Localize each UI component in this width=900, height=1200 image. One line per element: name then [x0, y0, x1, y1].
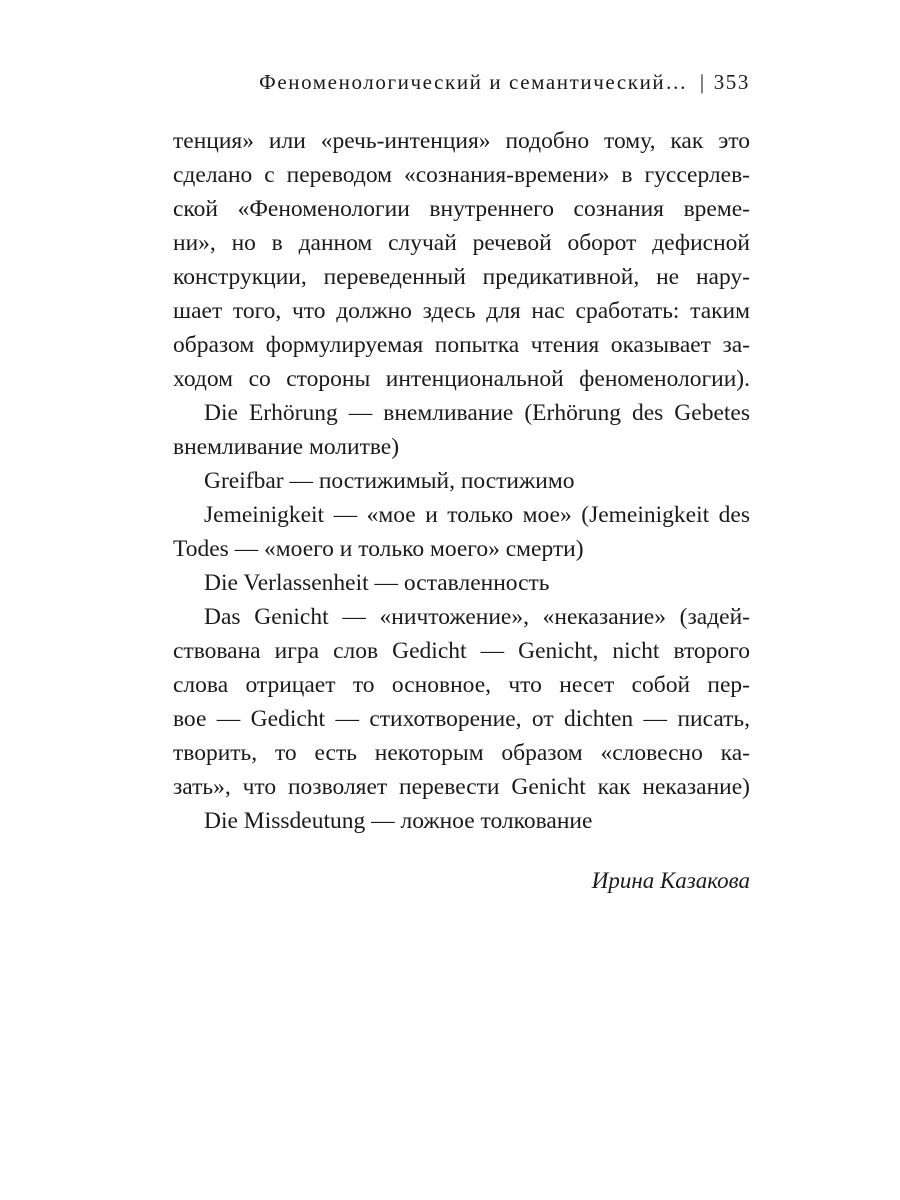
- page-number: 353: [713, 70, 750, 94]
- author-signature: Ирина Казакова: [591, 868, 750, 893]
- text-line: ствована игра слов Gedicht — Genicht, nicht второго: [173, 638, 750, 664]
- header-separator: |: [699, 70, 706, 94]
- text-line: ходом со стороны интенциональной феноменологии).: [173, 366, 750, 392]
- text-line: ни», но в данном случай речевой оборот дефисной: [173, 230, 750, 256]
- text-line: слова отрицает то основное, что несет собой пер-: [173, 672, 750, 698]
- text-line: Jemeinigkeit — «мое и только мое» (Jemeinigkeit des: [204, 502, 750, 528]
- body-text: [173, 124, 750, 838]
- text-line: творить, то есть некоторым образом «словесно ка-: [173, 740, 750, 766]
- text-line: шает того, что должно здесь для нас сработать: таким: [173, 298, 750, 324]
- text-line: Todes — «моего и только моего» смерти): [173, 536, 584, 562]
- text-line: Die Verlassenheit — оставленность: [204, 570, 550, 596]
- text-line: сделано с переводом «сознания-времени» в гуссерлев-: [173, 162, 750, 188]
- text-line: конструкции, переведенный предикативной, не нару-: [173, 264, 750, 290]
- text-line: образом формулируемая попытка чтения оказывает за-: [173, 332, 750, 358]
- text-line: вое — Gedicht — стихотворение, от dichten — писать,: [173, 706, 750, 732]
- running-head: [150, 70, 750, 95]
- text-line: Das Genicht — «ничтожение», «неказание» (задей-: [204, 604, 750, 630]
- text-line: тенция» или «речь-интенция» подобно тому, как это: [173, 128, 750, 154]
- text-line: ской «Феноменологии внутреннего сознания време-: [173, 196, 750, 222]
- text-line: внемливание молитве): [173, 434, 400, 460]
- text-line: Greifbar — постижимый, постижимо: [204, 468, 575, 494]
- text-line: Die Missdeutung — ложное толкование: [204, 808, 593, 834]
- running-title: Феноменологический и семантический…: [259, 70, 688, 94]
- text-line: зать», что позволяет перевести Genicht как неказание): [173, 774, 750, 800]
- text-line: Die Erhörung — внемливание (Erhörung des Gebetes: [204, 400, 750, 426]
